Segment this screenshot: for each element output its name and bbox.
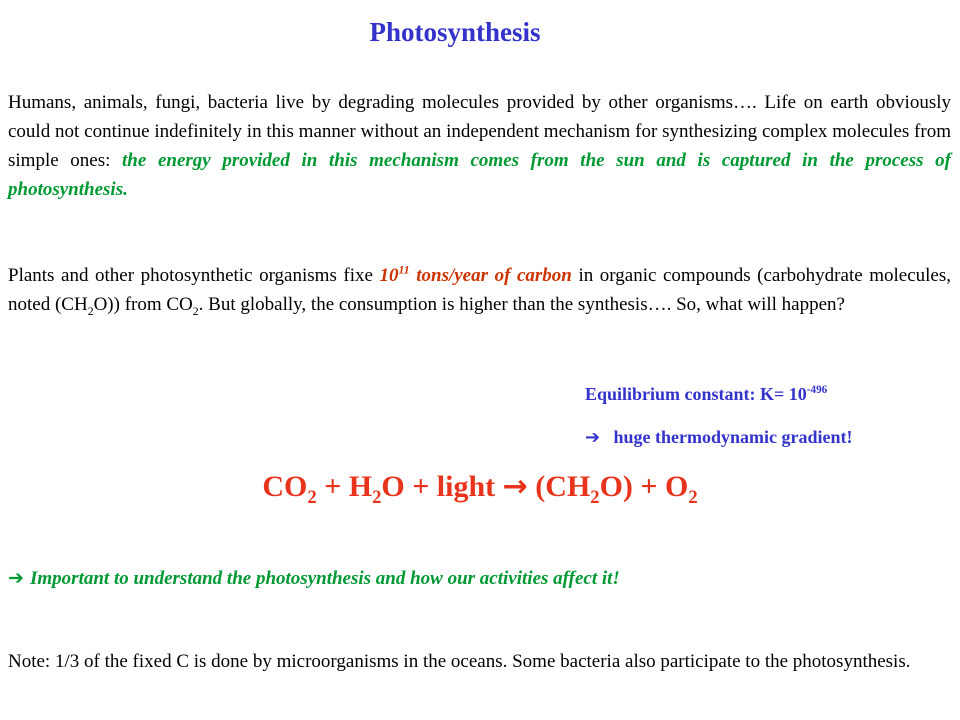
- reaction-sub-a: 2: [307, 487, 317, 508]
- reaction-sub-b: 2: [372, 487, 382, 508]
- reaction-co: CO: [262, 470, 308, 503]
- carbon-sub1: 2: [87, 304, 94, 318]
- importance-statement: [8, 564, 620, 593]
- gradient-text: huge thermodynamic gradient!: [613, 427, 853, 447]
- intro-emphasis: the energy provided in this mechanism comes from the sun and is captured in the process of photosynthesis.: [8, 150, 951, 200]
- reaction-sub-c: 2: [590, 487, 600, 508]
- carbon-fixation-paragraph: [8, 261, 951, 319]
- carbon-emphasis-base: 10: [379, 265, 399, 286]
- reaction-ch: (CH: [527, 470, 591, 503]
- equilibrium-constant: [585, 380, 827, 408]
- reaction-o-plus-o: O) + O: [599, 470, 689, 503]
- right-arrow-icon: ➔: [8, 567, 24, 589]
- carbon-emphasis-exponent: 11: [398, 263, 410, 277]
- intro-text: Humans, animals, fungi, bacteria live by degrading molecules provided by other organisms…. Life on earth obviously could not continue indefinitely in this manner without an independent mechanism for synthesizing complex molecules from simple ones:: [8, 92, 951, 171]
- carbon-text-part4: . But globally, the consumption is higher than the synthesis…. So, what will happen?: [198, 294, 845, 315]
- reaction-plus-h: + H: [316, 470, 373, 503]
- note-paragraph: Note: 1/3 of the fixed C is done by microorganisms in the oceans. Some bacteria also participate to the photosynthesis.: [8, 651, 911, 672]
- carbon-text-part1: Plants and other photosynthetic organisms fixe: [8, 265, 380, 286]
- carbon-emphasis: [380, 265, 572, 286]
- page-title: Photosynthesis: [369, 17, 541, 47]
- reaction-sub-d: 2: [688, 487, 698, 508]
- equilibrium-exponent: -496: [806, 384, 828, 396]
- carbon-text-part2: in organic compounds (carbohydrate molecules, noted (CH: [8, 265, 952, 315]
- carbon-text-part3: O)) from CO: [93, 294, 193, 315]
- equilibrium-label: Equilibrium constant: K= 10: [585, 384, 807, 404]
- reaction-arrow-icon: →: [502, 469, 528, 504]
- carbon-sub2: 2: [192, 304, 199, 318]
- photosynthesis-reaction-equation: [0, 465, 960, 509]
- importance-text: Important to understand the photosynthesis and how our activities affect it!: [30, 568, 620, 589]
- intro-paragraph: [8, 88, 951, 204]
- reaction-o-light: O + light: [381, 470, 503, 503]
- thermodynamic-gradient-line: [585, 423, 852, 452]
- right-arrow-icon: ➔: [585, 427, 601, 448]
- carbon-emphasis-rest: tons/year of carbon: [409, 265, 572, 286]
